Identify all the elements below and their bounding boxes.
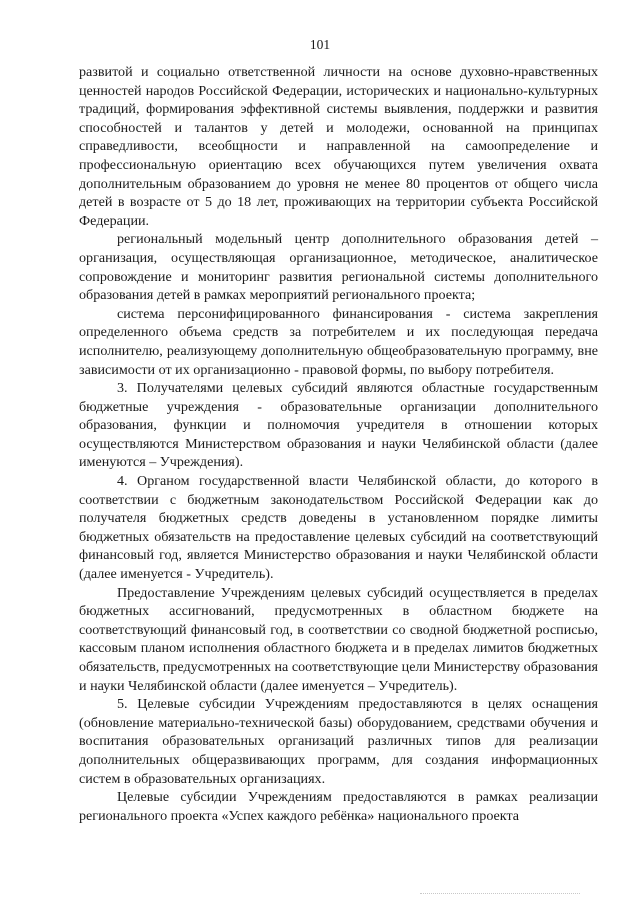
- footer-mark: [420, 893, 580, 896]
- paragraph: система персонифицированного финансирования - система закрепления определенного объема средств за потребителем и их последующая передача исполнителю, реализующему дополнительную общеобразовательную программу, вне зависимости от их организационно - правовой формы, по выбору потребителя.: [79, 305, 598, 378]
- paragraph: Целевые субсидии Учреждениям предоставляются в рамках реализации регионального проекта «Успех каждого ребёнка» национального проекта: [79, 789, 598, 824]
- paragraph: Предоставление Учреждениям целевых субсидий осуществляется в пределах бюджетных ассигнований, предусмотренных в областном бюджете на соответствующий финансовый год, в соответствии со сводной бюджетной росписью, кассовым планом исполнения областного бюджета и в пределах лимитов бюджетных обязательств, предусмотренных на соответствующие цели Министерству образования и науки Челябинской области (далее именуется – Учредитель).: [79, 584, 598, 694]
- page-number: 101: [309, 37, 331, 52]
- paragraph: 4. Органом государственной власти Челябинской области, до которого в соответствии с бюджетным законодательством Российской Федерации как до получателя бюджетных средств доведены в установленном порядке лимиты бюджетных обязательств на предоставление целевых субсидий на соответствующий финансовый год, является Министерство образования и науки Челябинской области (далее именуется - Учредитель).: [79, 473, 598, 583]
- paragraph: 3. Получателями целевых субсидий являются областные государственным бюджетные учреждения - образовательные организации дополнительного образования, функции и полномочия учредителя в отношении которых осуществляются Министерством образования и науки Челябинской области (далее именуются – Учреждения).: [79, 380, 598, 471]
- document-body: [79, 63, 598, 825]
- paragraph: региональный модельный центр дополнительного образования детей – организация, осуществляющая организационное, методическое, аналитическое сопровождение и мониторинг развития региональной системы дополнительного образования детей в рамках мероприятий регионального проекта;: [79, 231, 598, 304]
- paragraph: развитой и социально ответственной личности на основе духовно-нравственных ценностей народов Российской Федерации, исторических и национально-культурных традиций, формирования эффективной системы выявления, поддержки и развития способностей и талантов у детей и молодежи, основанной на принципах справедливости, всеобщности и направленной на самоопределение и профессиональную ориентацию всех обучающихся путем увеличения охвата дополнительным образованием до уровня не менее 80 процентов от общего числа детей в возрасте от 5 до 18 лет, проживающих на территории субъекта Российской Федерации.: [79, 64, 598, 229]
- paragraph: 5. Целевые субсидии Учреждениям предоставляются в целях оснащения (обновление материально-технической базы) оборудованием, средствами обучения и воспитания образовательных организаций различных типов для реализации дополнительных общеразвивающих программ, для создания информационных систем в образовательных организациях.: [79, 696, 598, 787]
